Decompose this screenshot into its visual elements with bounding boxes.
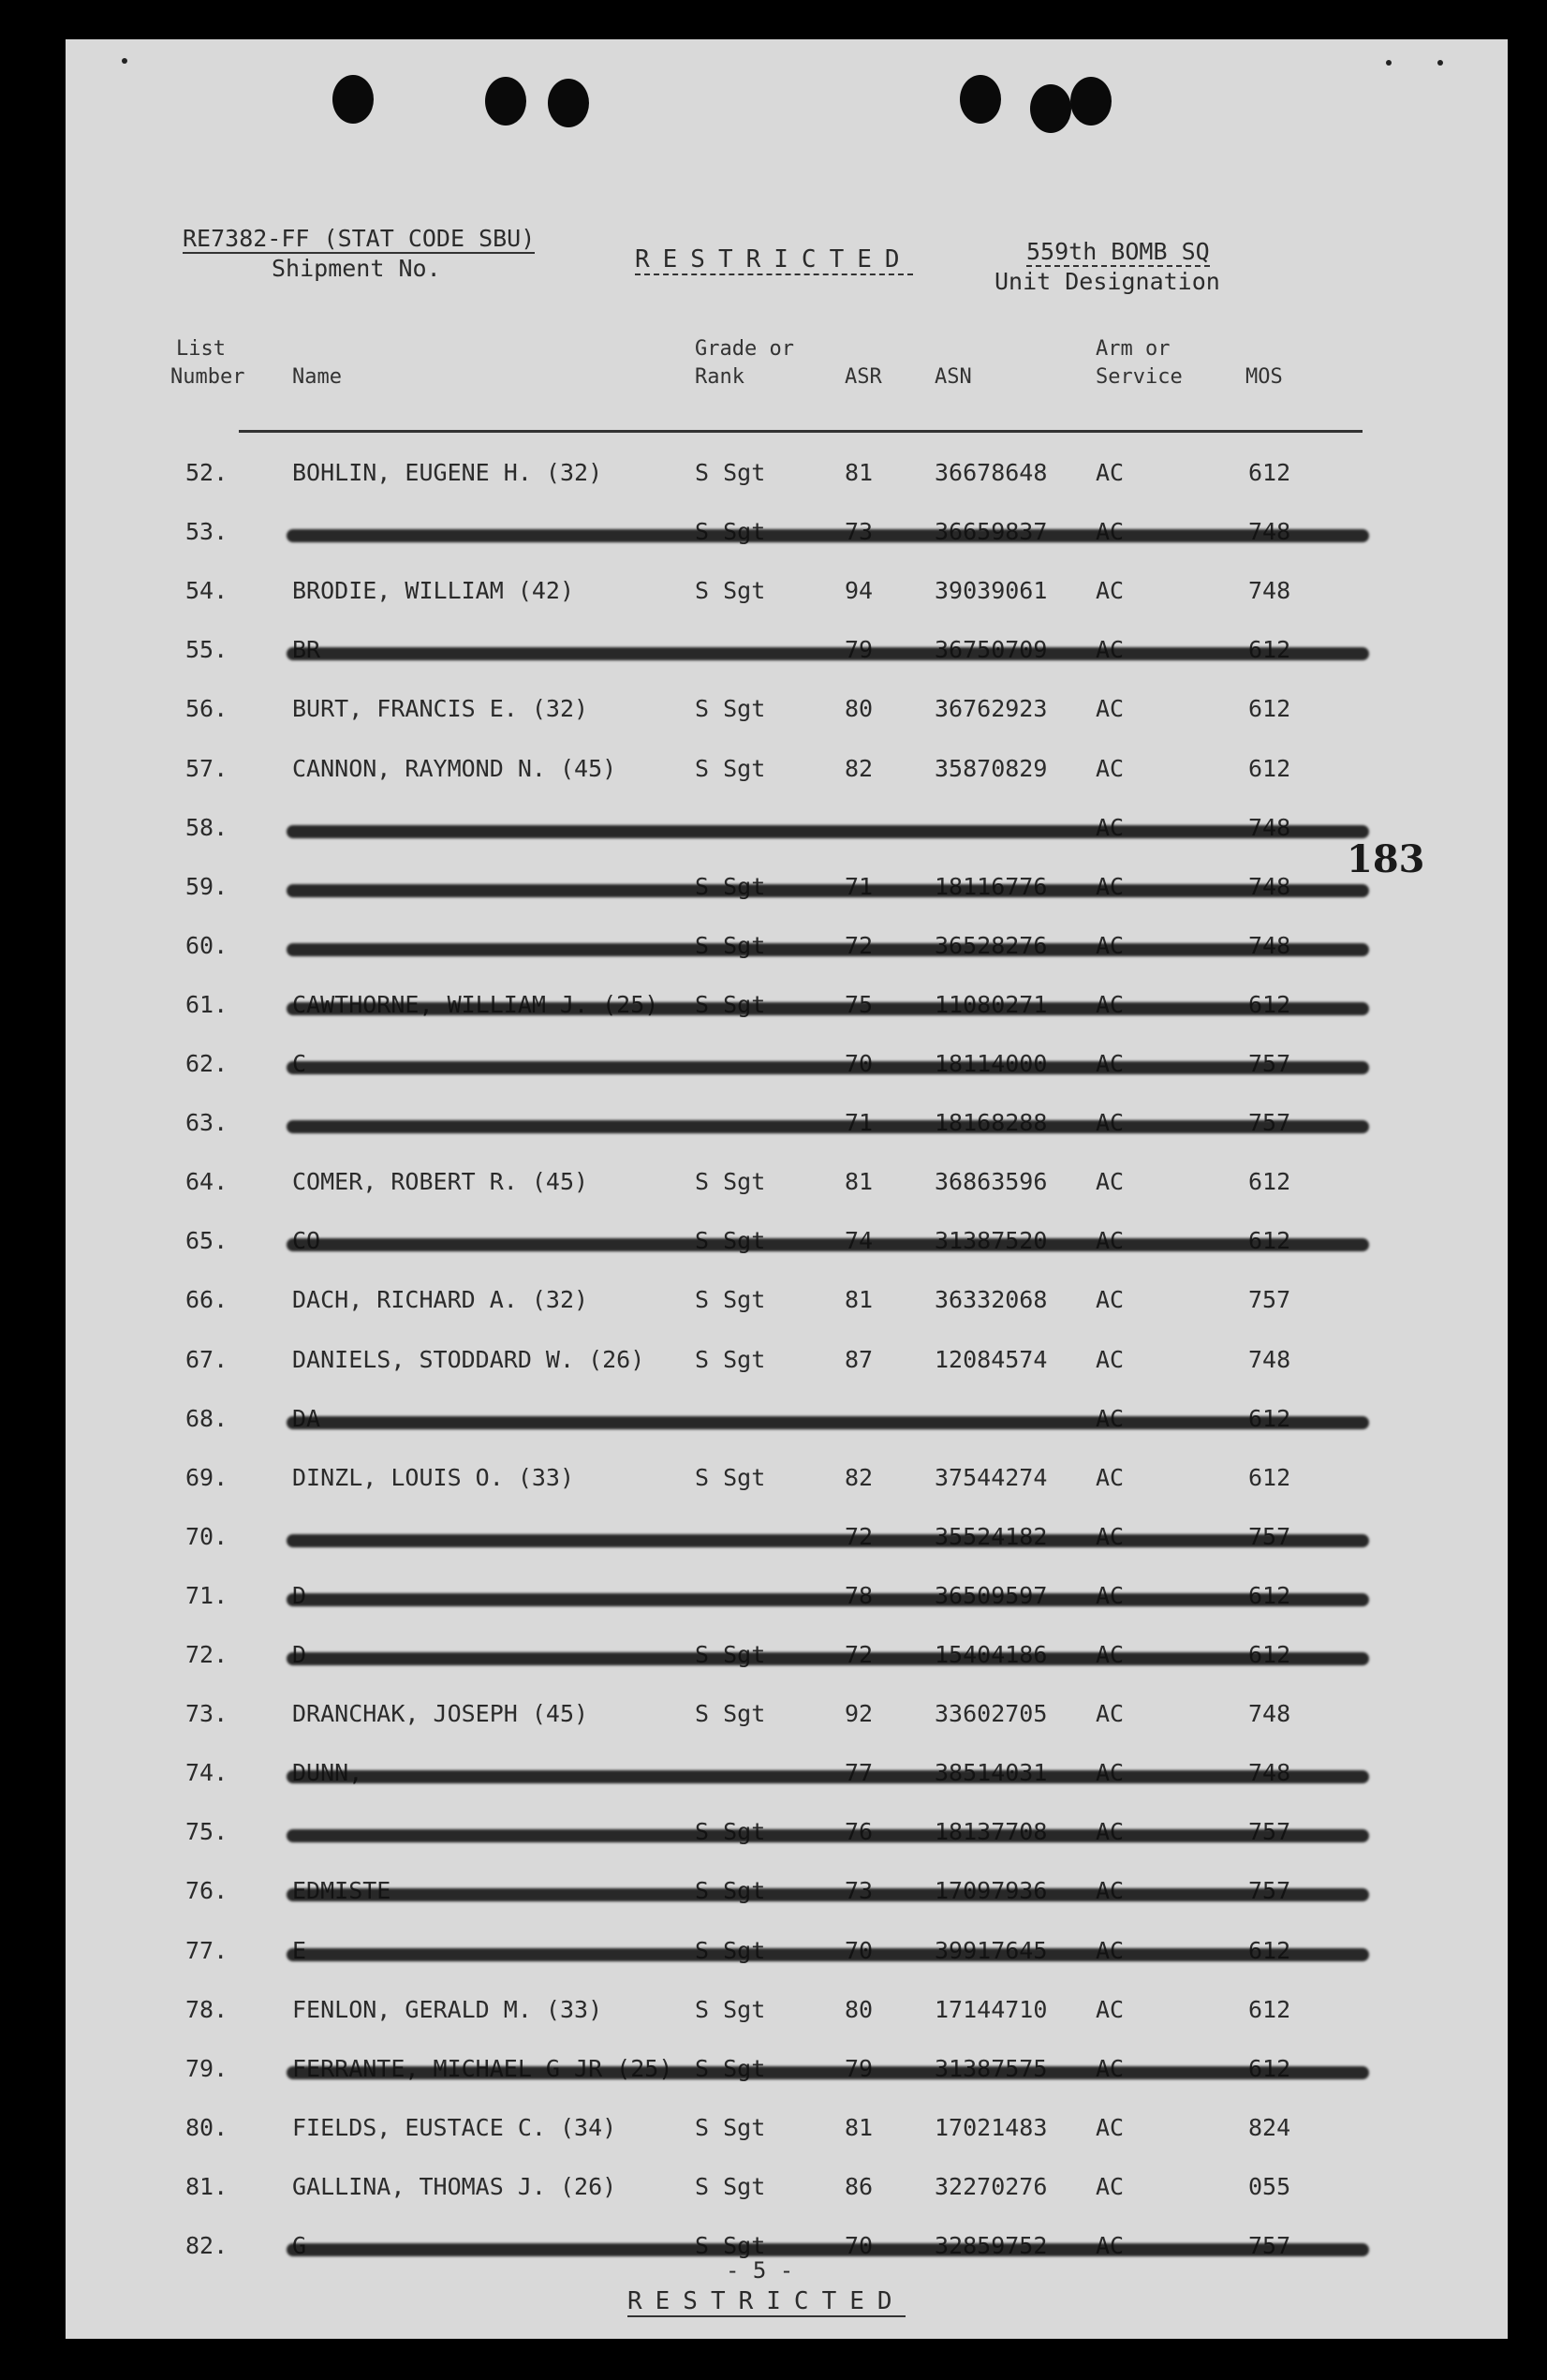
redaction-strike bbox=[287, 647, 1369, 660]
unit-label: Unit Designation bbox=[994, 268, 1220, 295]
redaction-strike bbox=[287, 1948, 1369, 1961]
row-name: DINZL, LOUIS O. (33) bbox=[292, 1463, 575, 1491]
row-number: 59. bbox=[185, 872, 228, 900]
row-mos: 824 bbox=[1248, 2113, 1291, 2141]
row-arm: AC bbox=[1096, 2113, 1125, 2141]
row-number: 71. bbox=[185, 1581, 228, 1609]
row-grade: S Sgt bbox=[695, 1345, 766, 1373]
row-asr: 82 bbox=[845, 1463, 874, 1491]
row-asn: 39039061 bbox=[935, 577, 1048, 605]
redaction-strike bbox=[287, 1238, 1369, 1251]
row-asn: 32270276 bbox=[935, 2172, 1048, 2200]
row-mos: 612 bbox=[1248, 695, 1291, 723]
redaction-strike bbox=[287, 943, 1369, 956]
row-mos: 612 bbox=[1248, 1168, 1291, 1196]
row-name: GALLINA, THOMAS J. (26) bbox=[292, 2172, 617, 2200]
redaction-strike bbox=[287, 884, 1369, 897]
classification-footer: RESTRICTED bbox=[627, 2287, 906, 2315]
redaction-strike bbox=[287, 2066, 1369, 2079]
row-number: 77. bbox=[185, 1936, 228, 1964]
row-mos: 612 bbox=[1248, 754, 1291, 782]
row-asr: 81 bbox=[845, 459, 874, 486]
row-asr: 82 bbox=[845, 754, 874, 782]
table-row bbox=[66, 1759, 1508, 1796]
redaction-strike bbox=[287, 1593, 1369, 1606]
shipment-label: Shipment No. bbox=[272, 255, 441, 282]
row-number: 62. bbox=[185, 1050, 228, 1077]
col-list-line1: List bbox=[176, 337, 226, 361]
row-asr: 81 bbox=[845, 1286, 874, 1314]
redaction-strike bbox=[287, 1061, 1369, 1074]
redaction-strike bbox=[287, 1534, 1369, 1547]
redaction-strike bbox=[287, 1888, 1369, 1901]
row-number: 81. bbox=[185, 2172, 228, 2200]
table-row bbox=[66, 459, 1508, 496]
row-name: CANNON, RAYMOND N. (45) bbox=[292, 754, 617, 782]
row-number: 74. bbox=[185, 1759, 228, 1787]
row-number: 69. bbox=[185, 1463, 228, 1491]
row-grade: S Sgt bbox=[695, 1286, 766, 1314]
table-row bbox=[66, 2055, 1508, 2092]
redaction-strike bbox=[287, 1829, 1369, 1842]
row-asn: 36762923 bbox=[935, 695, 1048, 723]
row-grade: S Sgt bbox=[695, 1995, 766, 2023]
row-mos: 612 bbox=[1248, 1995, 1291, 2023]
row-number: 55. bbox=[185, 636, 228, 664]
row-arm: AC bbox=[1096, 1286, 1125, 1314]
table-row bbox=[66, 1286, 1508, 1323]
punch-hole bbox=[1030, 84, 1071, 133]
row-number: 64. bbox=[185, 1168, 228, 1196]
table-row bbox=[66, 518, 1508, 555]
row-asn: 17021483 bbox=[935, 2113, 1048, 2141]
row-number: 58. bbox=[185, 813, 228, 841]
row-arm: AC bbox=[1096, 577, 1125, 605]
table-row bbox=[66, 873, 1508, 910]
unit-value: 559th BOMB SQ bbox=[1026, 238, 1210, 265]
row-number: 66. bbox=[185, 1286, 228, 1314]
row-arm: AC bbox=[1096, 1995, 1125, 2023]
row-asr: 81 bbox=[845, 2113, 874, 2141]
row-number: 70. bbox=[185, 1522, 228, 1550]
row-arm: AC bbox=[1096, 1168, 1125, 1196]
table-row bbox=[66, 1109, 1508, 1146]
redaction-strike bbox=[287, 825, 1369, 838]
row-arm: AC bbox=[1096, 1463, 1125, 1491]
row-arm: AC bbox=[1096, 1345, 1125, 1373]
row-name: COMER, ROBERT R. (45) bbox=[292, 1168, 589, 1196]
col-asn: ASN bbox=[935, 365, 972, 389]
col-grade-line1: Grade or bbox=[695, 337, 794, 361]
punch-hole bbox=[548, 79, 589, 127]
table-row bbox=[66, 2114, 1508, 2151]
table-row bbox=[66, 1937, 1508, 1974]
row-arm: AC bbox=[1096, 695, 1125, 723]
row-number: 60. bbox=[185, 931, 228, 959]
table-row bbox=[66, 1050, 1508, 1087]
col-arm-line2: Service bbox=[1096, 365, 1183, 389]
page-stamp: 183 bbox=[1347, 837, 1425, 881]
table-row bbox=[66, 636, 1508, 673]
row-asr: 92 bbox=[845, 1700, 874, 1728]
table-row bbox=[66, 1700, 1508, 1737]
col-asr: ASR bbox=[845, 365, 882, 389]
table-row bbox=[66, 1168, 1508, 1205]
row-arm: AC bbox=[1096, 754, 1125, 782]
header-rule bbox=[239, 430, 1363, 433]
table-row bbox=[66, 1346, 1508, 1383]
table-row bbox=[66, 1641, 1508, 1678]
row-mos: 748 bbox=[1248, 1345, 1291, 1373]
row-name: FIELDS, EUSTACE C. (34) bbox=[292, 2113, 617, 2141]
table-row bbox=[66, 1405, 1508, 1442]
col-mos: MOS bbox=[1245, 365, 1283, 389]
row-number: 56. bbox=[185, 695, 228, 723]
row-grade: S Sgt bbox=[695, 459, 766, 486]
classification-header: RESTRICTED bbox=[635, 245, 913, 273]
row-name: BOHLIN, EUGENE H. (32) bbox=[292, 459, 603, 486]
table-row bbox=[66, 1877, 1508, 1914]
punch-hole bbox=[332, 75, 374, 124]
row-asr: 87 bbox=[845, 1345, 874, 1373]
row-asn: 17144710 bbox=[935, 1995, 1048, 2023]
row-grade: S Sgt bbox=[695, 2172, 766, 2200]
redaction-strike bbox=[287, 2243, 1369, 2256]
row-name: BRODIE, WILLIAM (42) bbox=[292, 577, 575, 605]
row-mos: 612 bbox=[1248, 459, 1291, 486]
row-grade: S Sgt bbox=[695, 1168, 766, 1196]
redaction-strike bbox=[287, 1652, 1369, 1665]
row-asr: 94 bbox=[845, 577, 874, 605]
table-row bbox=[66, 814, 1508, 851]
row-asn: 37544274 bbox=[935, 1463, 1048, 1491]
row-grade: S Sgt bbox=[695, 2113, 766, 2141]
redaction-strike bbox=[287, 529, 1369, 542]
redaction-strike bbox=[287, 1120, 1369, 1133]
row-mos: 748 bbox=[1248, 577, 1291, 605]
row-number: 52. bbox=[185, 459, 228, 486]
row-arm: AC bbox=[1096, 459, 1125, 486]
footer-page-number: - 5 - bbox=[726, 2257, 794, 2284]
row-mos: 055 bbox=[1248, 2172, 1291, 2200]
col-list-line2: Number bbox=[170, 365, 245, 389]
table-row bbox=[66, 2173, 1508, 2210]
row-asr: 81 bbox=[845, 1168, 874, 1196]
row-number: 76. bbox=[185, 1877, 228, 1905]
punch-hole bbox=[1070, 77, 1112, 126]
row-number: 73. bbox=[185, 1700, 228, 1728]
col-arm-line1: Arm or bbox=[1096, 337, 1171, 361]
row-asr: 80 bbox=[845, 695, 874, 723]
row-asn: 33602705 bbox=[935, 1700, 1048, 1728]
row-number: 78. bbox=[185, 1995, 228, 2023]
row-name: FENLON, GERALD M. (33) bbox=[292, 1995, 603, 2023]
row-grade: S Sgt bbox=[695, 1700, 766, 1728]
row-mos: 748 bbox=[1248, 1700, 1291, 1728]
row-mos: 757 bbox=[1248, 1286, 1291, 1314]
row-asn: 36863596 bbox=[935, 1168, 1048, 1196]
row-number: 72. bbox=[185, 1641, 228, 1668]
row-number: 57. bbox=[185, 754, 228, 782]
table-row bbox=[66, 1818, 1508, 1855]
row-asr: 86 bbox=[845, 2172, 874, 2200]
row-number: 53. bbox=[185, 518, 228, 546]
table-row bbox=[66, 1464, 1508, 1501]
shipment-code: RE7382-FF (STAT CODE SBU) bbox=[183, 225, 536, 252]
row-name: DACH, RICHARD A. (32) bbox=[292, 1286, 589, 1314]
row-number: 68. bbox=[185, 1404, 228, 1432]
row-number: 80. bbox=[185, 2113, 228, 2141]
table-row bbox=[66, 1996, 1508, 2033]
table-row bbox=[66, 577, 1508, 614]
document-page bbox=[66, 39, 1508, 2339]
row-name: BURT, FRANCIS E. (32) bbox=[292, 695, 589, 723]
punch-hole bbox=[485, 77, 526, 126]
row-name: DANIELS, STODDARD W. (26) bbox=[292, 1345, 645, 1373]
table-row bbox=[66, 991, 1508, 1028]
row-number: 54. bbox=[185, 577, 228, 605]
row-number: 61. bbox=[185, 990, 228, 1018]
row-grade: S Sgt bbox=[695, 1463, 766, 1491]
row-grade: S Sgt bbox=[695, 577, 766, 605]
row-number: 75. bbox=[185, 1818, 228, 1846]
redaction-strike bbox=[287, 1416, 1369, 1429]
table-row bbox=[66, 1582, 1508, 1619]
row-asn: 35870829 bbox=[935, 754, 1048, 782]
row-mos: 612 bbox=[1248, 1463, 1291, 1491]
redaction-strike bbox=[287, 1002, 1369, 1015]
row-arm: AC bbox=[1096, 2172, 1125, 2200]
row-grade: S Sgt bbox=[695, 754, 766, 782]
row-asn: 36332068 bbox=[935, 1286, 1048, 1314]
row-number: 67. bbox=[185, 1345, 228, 1373]
row-arm: AC bbox=[1096, 1700, 1125, 1728]
punch-hole bbox=[960, 75, 1001, 124]
row-number: 63. bbox=[185, 1109, 228, 1137]
row-grade: S Sgt bbox=[695, 695, 766, 723]
table-row bbox=[66, 932, 1508, 969]
row-asn: 36678648 bbox=[935, 459, 1048, 486]
col-name: Name bbox=[292, 365, 342, 389]
row-number: 82. bbox=[185, 2232, 228, 2259]
table-row bbox=[66, 755, 1508, 792]
row-name: DRANCHAK, JOSEPH (45) bbox=[292, 1700, 589, 1728]
table-row bbox=[66, 1227, 1508, 1264]
row-asn: 12084574 bbox=[935, 1345, 1048, 1373]
row-asr: 80 bbox=[845, 1995, 874, 2023]
col-grade-line2: Rank bbox=[695, 365, 744, 389]
redaction-strike bbox=[287, 1770, 1369, 1783]
table-row bbox=[66, 1523, 1508, 1560]
table-row bbox=[66, 695, 1508, 732]
row-number: 65. bbox=[185, 1227, 228, 1255]
row-number: 79. bbox=[185, 2054, 228, 2082]
